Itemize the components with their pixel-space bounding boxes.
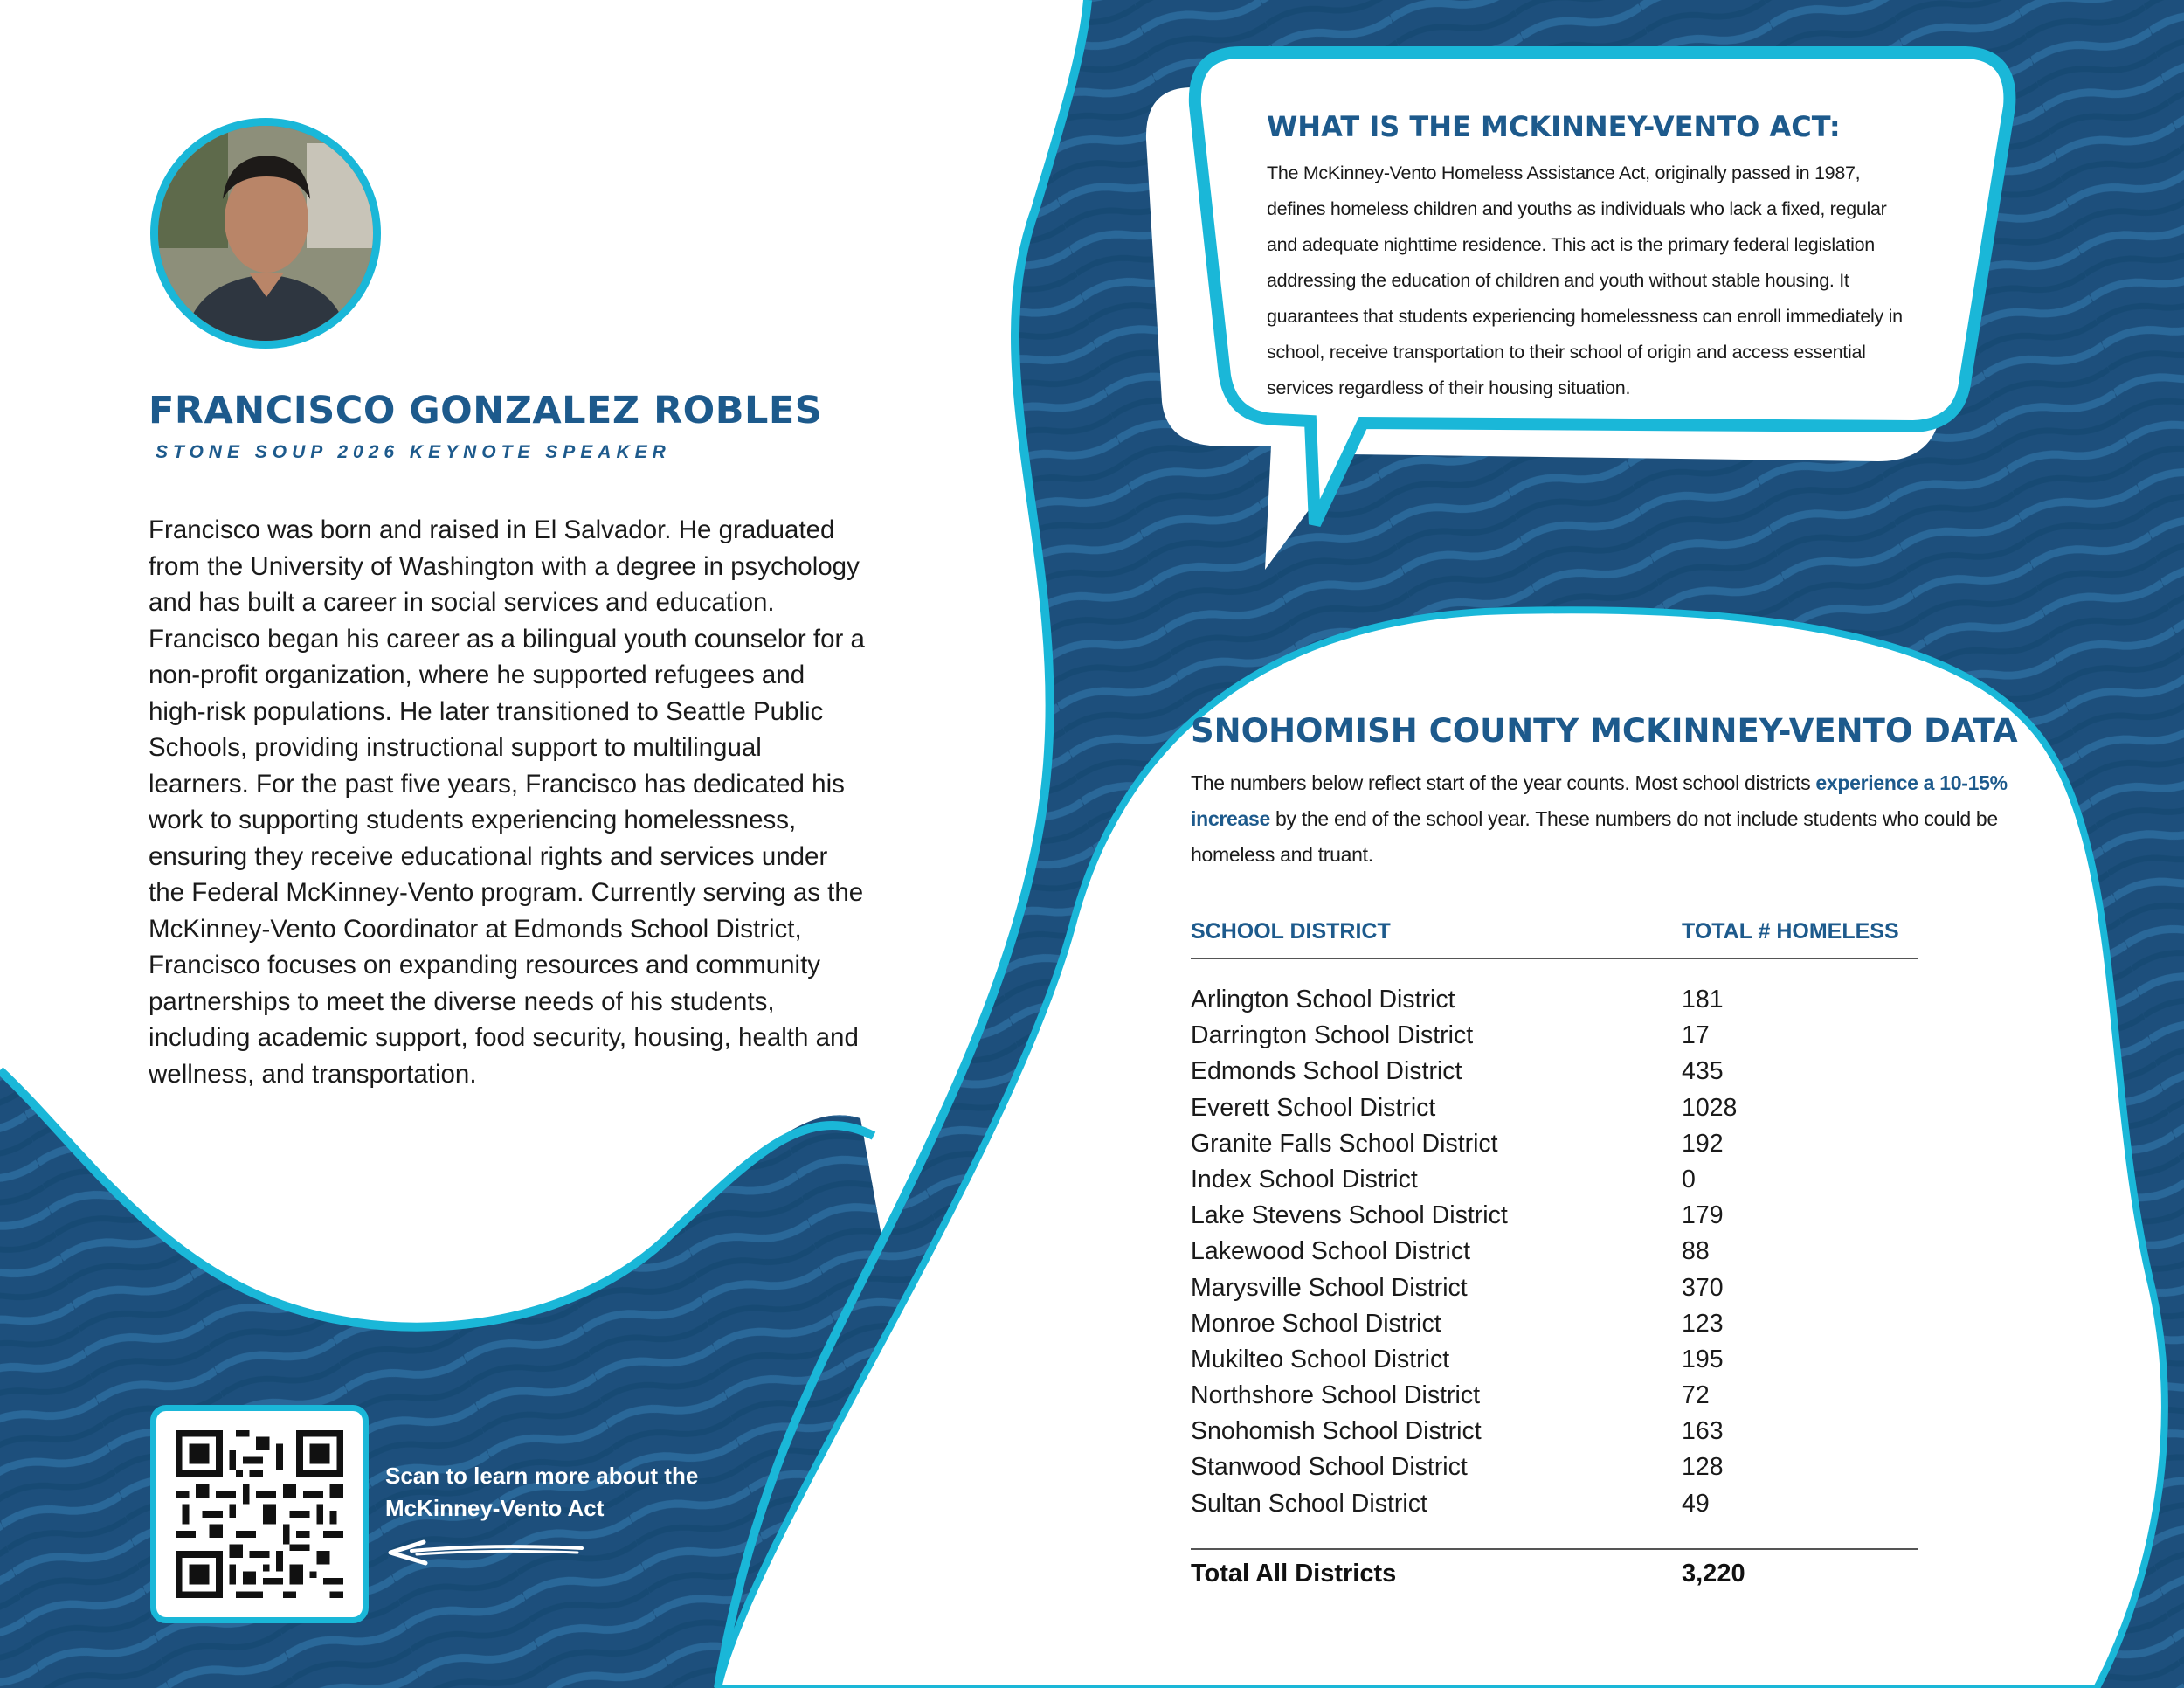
speaker-name: FRANCISCO GONZALEZ ROBLES	[149, 389, 823, 432]
district-name: Mukilteo School District	[1191, 1345, 1450, 1373]
district-total: 179	[1682, 1201, 1724, 1230]
table-row	[1191, 1094, 1918, 1130]
table-row	[1191, 1021, 1918, 1057]
person-portrait-icon	[158, 126, 373, 341]
table-row	[1191, 1201, 1918, 1237]
speaker-photo	[150, 118, 381, 349]
speaker-subtitle: STONE SOUP 2026 KEYNOTE SPEAKER	[156, 442, 671, 462]
qr-caption-line2: McKinney-Vento Act	[385, 1495, 605, 1521]
district-total: 181	[1682, 986, 1724, 1013]
table-row	[1191, 1310, 1918, 1346]
table-row	[1191, 1274, 1918, 1310]
district-name: Lake Stevens School District	[1191, 1201, 1508, 1230]
arrow-left-icon	[385, 1535, 586, 1570]
district-total: 72	[1682, 1381, 1710, 1410]
district-total: 123	[1682, 1309, 1724, 1338]
table-row	[1191, 1130, 1918, 1166]
district-name: Everett School District	[1191, 1093, 1436, 1122]
qr-code-icon	[176, 1430, 343, 1598]
district-total: 195	[1682, 1345, 1724, 1373]
table-row	[1191, 1346, 1918, 1381]
district-name: Monroe School District	[1191, 1309, 1441, 1338]
district-table	[1191, 986, 1918, 1525]
data-intro-highlight: experience a 10-15% increase	[1191, 771, 2008, 830]
district-name: Northshore School District	[1191, 1381, 1481, 1410]
table-row	[1191, 986, 1918, 1021]
district-name: Sultan School District	[1191, 1489, 1427, 1518]
table-row	[1191, 1453, 1918, 1489]
act-body: The McKinney-Vento Homeless Assistance Act, originally passed in 1987, defines homeless children and youths as individuals who lack a fixed, regular and adequate nighttime residence. This act is the primary federal legislation addressing the education of children and youth without stable housing. It guarantees that students experiencing homelessness can enroll immediately in school, receive transportation to their school of origin and access essential services regardless of their housing situation.	[1267, 163, 1903, 398]
table-total-row	[1191, 1560, 1918, 1595]
total-label: Total All Districts	[1191, 1560, 1397, 1588]
act-title: WHAT IS THE MCKINNEY-VENTO ACT:	[1267, 110, 1841, 143]
qr-caption	[385, 1460, 752, 1525]
district-name: Darrington School District	[1191, 1021, 1474, 1050]
district-total: 192	[1682, 1129, 1724, 1158]
district-name: Granite Falls School District	[1191, 1129, 1498, 1158]
table-row	[1191, 1237, 1918, 1273]
district-total: 0	[1682, 1165, 1696, 1193]
data-intro	[1191, 765, 2064, 873]
column-header-district: SCHOOL DISTRICT	[1191, 919, 1391, 944]
qr-caption-line1: Scan to learn more about the	[385, 1463, 699, 1489]
table-row	[1191, 1166, 1918, 1201]
table-row	[1191, 1381, 1918, 1417]
table-row	[1191, 1057, 1918, 1093]
district-name: Index School District	[1191, 1165, 1418, 1193]
qr-code[interactable]	[150, 1405, 369, 1623]
district-total: 128	[1682, 1453, 1724, 1482]
data-title: SNOHOMISH COUNTY MCKINNEY-VENTO DATA	[1191, 712, 2018, 750]
district-total: 370	[1682, 1273, 1724, 1302]
table-divider-bottom	[1191, 1548, 1918, 1550]
district-name: Marysville School District	[1191, 1273, 1468, 1302]
district-name: Snohomish School District	[1191, 1417, 1482, 1446]
speaker-bio: Francisco was born and raised in El Salvador. He graduated from the University of Washington with a degree in psychology and has built a career in social services and education. Francisco began his career as a bilingual youth counselor for a non-profit organization, where he supported refugees and high-risk populations. He later transitioned to Seattle Public Schools, providing instructional support to multilingual learners. For the past five years, Francisco has dedicated his work to supporting students experiencing homelessness, ensuring they receive educational rights and services under the Federal McKinney-Vento program. Currently serving as the McKinney-Vento Coordinator at Edmonds School District, Francisco focuses on expanding resources and community partnerships to meet the diverse needs of his students, including academic support, food security, housing, health and wellness, and transportation.	[149, 515, 865, 1089]
district-total: 17	[1682, 1021, 1710, 1050]
total-value: 3,220	[1682, 1560, 1745, 1588]
district-total: 88	[1682, 1237, 1710, 1266]
district-total: 163	[1682, 1417, 1724, 1446]
district-name: Arlington School District	[1191, 986, 1455, 1013]
district-name: Stanwood School District	[1191, 1453, 1468, 1482]
district-total: 49	[1682, 1489, 1710, 1518]
column-header-total: TOTAL # HOMELESS	[1682, 919, 1899, 944]
district-total: 1028	[1682, 1093, 1738, 1122]
district-total: 435	[1682, 1057, 1724, 1086]
table-row	[1191, 1490, 1918, 1525]
district-name: Lakewood School District	[1191, 1237, 1470, 1266]
data-intro-text: The numbers below reflect start of the year counts. Most school districts	[1191, 771, 1816, 794]
data-intro-text-end: by the end of the school year. These numbers do not include students who could be homeless and truant.	[1191, 807, 1998, 866]
table-divider-top	[1191, 958, 1918, 959]
table-row	[1191, 1417, 1918, 1453]
district-name: Edmonds School District	[1191, 1057, 1462, 1086]
